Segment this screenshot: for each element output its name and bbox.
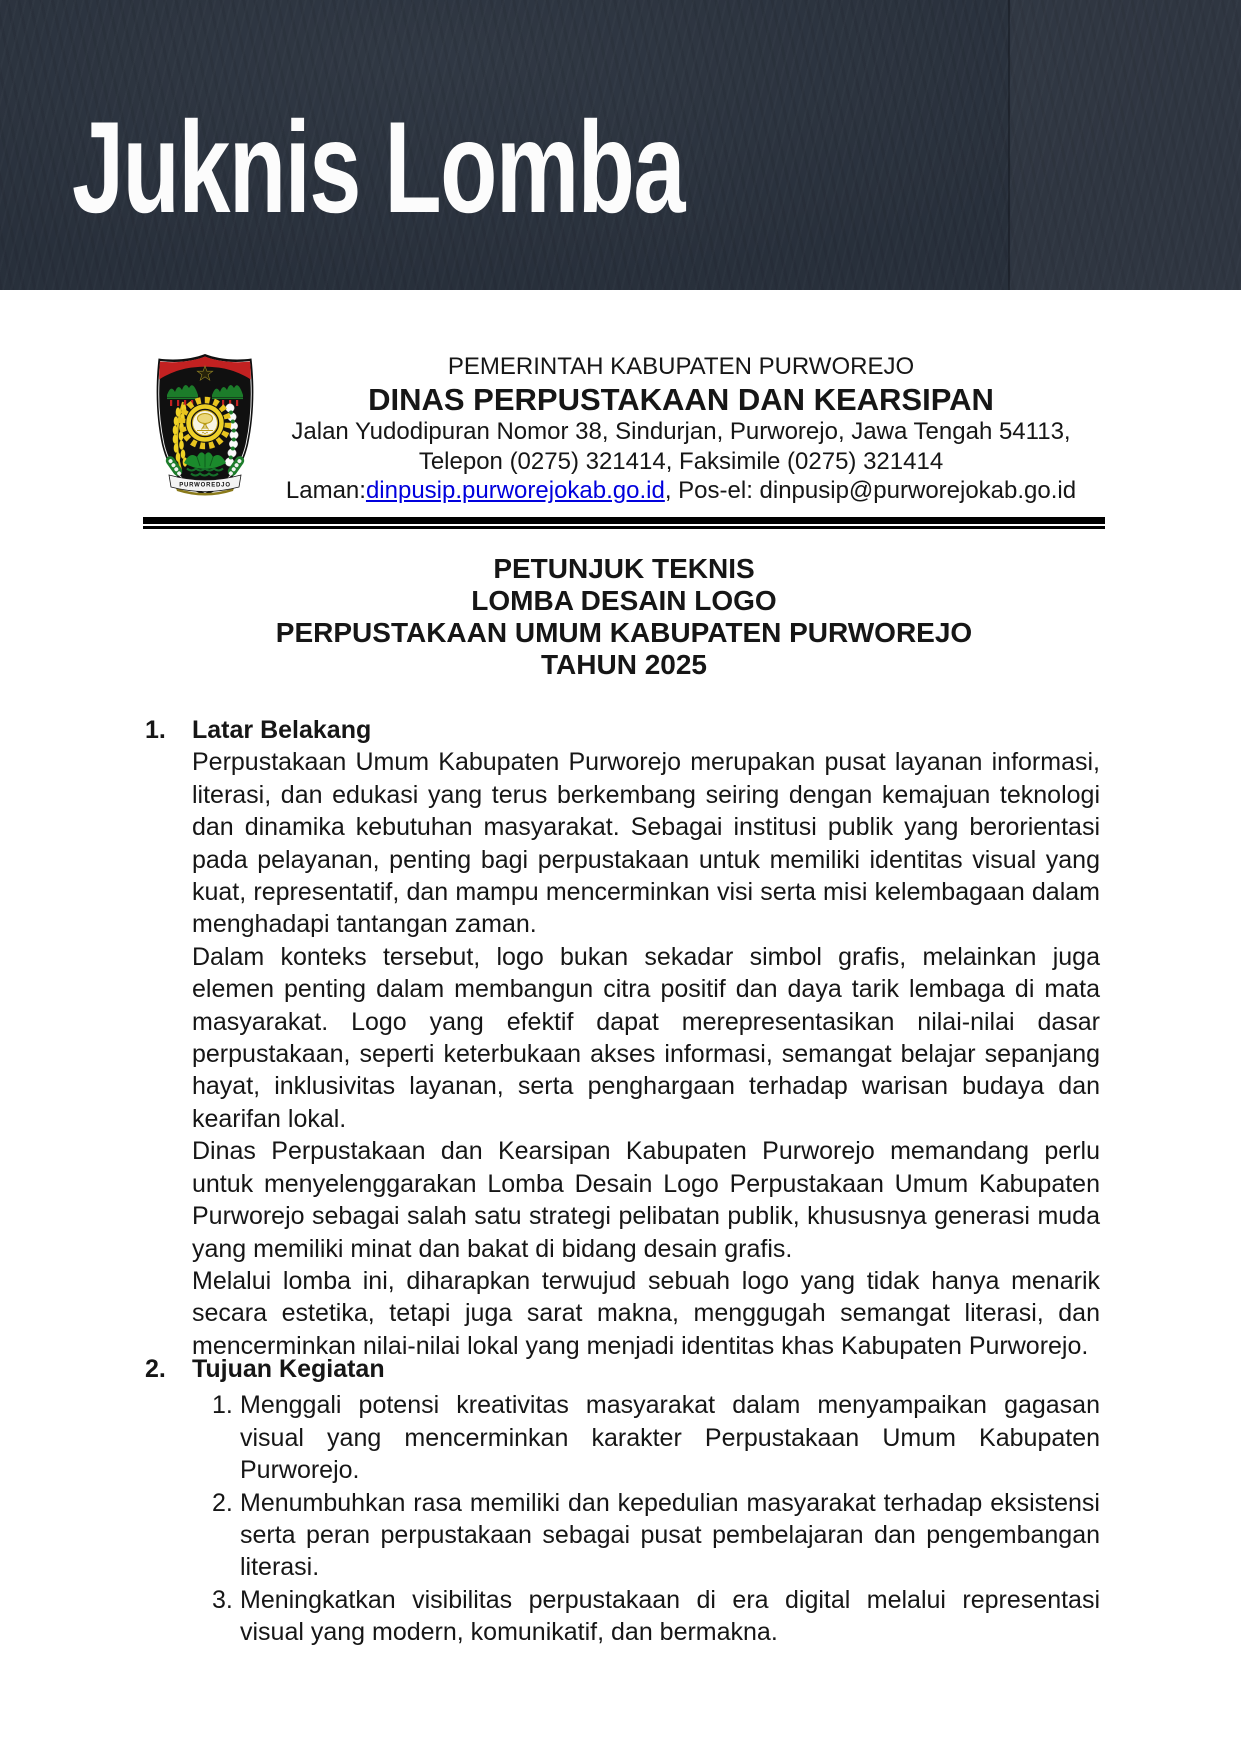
- emblem-ribbon-text: PURWOREDJO: [179, 482, 231, 489]
- letterhead-address-line: Jalan Yudodipuran Nomor 38, Sindurjan, Purworejo, Jawa Tengah 54113,: [291, 418, 1071, 445]
- banner-texture-seam: [1008, 0, 1010, 290]
- list-item-text: Meningkatkan visibilitas perpustakaan di era digital melalui representasi visual yang modern, komunikatif, dan bermakna.: [240, 1585, 1100, 1647]
- paragraph-latar-3: Dinas Perpustakaan dan Kearsipan Kabupaten Purworejo memandang perlu untuk menyelenggarakan Lomba Desain Logo Perpustakaan Umum Kabupaten Purworejo sebagai salah satu strategi pelibatan publik, khususnya generasi muda yang memiliki minat dan bakat di bidang desain grafis.: [192, 1137, 1100, 1263]
- list-item: [212, 1584, 1100, 1649]
- list-item-text: Menggali potensi kreativitas masyarakat dalam menyampaikan gagasan visual yang mencerminkan karakter Perpustakaan Umum Kabupaten Purworejo.: [240, 1391, 1100, 1485]
- list-item-number: 2.: [212, 1488, 233, 1517]
- section-heading: Tujuan Kegiatan: [192, 1355, 385, 1383]
- section-tujuan-kegiatan: [145, 1353, 1100, 1649]
- doc-title-line-1: PETUNJUK TEKNIS: [493, 553, 755, 584]
- section-number: 2.: [145, 1355, 166, 1383]
- section-heading: Latar Belakang: [192, 716, 372, 744]
- list-item-number: 3.: [212, 1585, 233, 1614]
- letterhead-web-email-line: [281, 476, 1081, 506]
- letterhead-rule-thin: [143, 526, 1105, 529]
- purworejo-regency-emblem: [150, 352, 260, 497]
- doc-title-line-2: LOMBA DESAIN LOGO: [471, 585, 777, 616]
- letterhead-government-line: PEMERINTAH KABUPATEN PURWOREJO: [447, 353, 915, 380]
- letterhead-agency-name: DINAS PERPUSTAKAAN DAN KEARSIPAN: [368, 382, 994, 417]
- banner-title: Juknis Lomba: [72, 94, 685, 240]
- paragraph-latar-2: Dalam konteks tersebut, logo bukan sekadar simbol grafis, melainkan juga elemen penting dalam membangun citra positif dan daya tarik lembaga di mata masyarakat. Logo yang efektif dapat merepresentasikan nilai-nilai dasar perpustakaan, seperti keterbukaan akses informasi, semangat belajar sepanjang hayat, inklusivitas layanan, serta penghargaan terhadap warisan budaya dan kearifan lokal.: [192, 942, 1100, 1133]
- document-title-block: [143, 553, 1105, 681]
- email-text: , Pos-el: dinpusip@purworejokab.go.id: [664, 477, 1077, 504]
- list-item: [212, 1389, 1100, 1486]
- letterhead-phone-line: Telepon (0275) 321414, Faksimile (0275) 321414: [418, 448, 944, 475]
- section-body: [192, 746, 1100, 1362]
- section-heading-row: [145, 1353, 1100, 1385]
- list-item-text: Menumbuhkan rasa memiliki dan kepedulian masyarakat terhadap eksistensi serta peran perpustakaan sebagai pusat pembelajaran dan pengembangan literasi.: [240, 1488, 1100, 1582]
- paragraph-latar-4: Melalui lomba ini, diharapkan terwujud sebuah logo yang tidak hanya menarik secara estetika, tetapi juga sarat makna, menggugah semangat literasi, dan mencerminkan nilai-nilai lokal yang menjadi identitas khas Kabupaten Purworejo.: [192, 1266, 1100, 1360]
- doc-title-line-3: PERPUSTAKAAN UMUM KABUPATEN PURWOREJO: [275, 617, 973, 648]
- list-item: [212, 1487, 1100, 1584]
- section-number: 1.: [145, 716, 166, 744]
- doc-title-line-4: TAHUN 2025: [541, 649, 707, 680]
- section-heading-row: [145, 714, 1100, 746]
- cover-banner: [0, 0, 1241, 290]
- website-link[interactable]: dinpusip.purworejokab.go.id: [365, 477, 665, 504]
- website-label: Laman:: [285, 477, 366, 504]
- numbered-list: [212, 1389, 1100, 1648]
- paragraph-latar-1: Perpustakaan Umum Kabupaten Purworejo merupakan pusat layanan informasi, literasi, dan edukasi yang terus berkembang seiring dengan kemajuan teknologi dan dinamika kebutuhan masyarakat. Sebagai institusi publik yang berorientasi pada pelayanan, penting bagi perpustakaan untuk memiliki identitas visual yang kuat, representatif, dan mampu mencerminkan visi serta misi kelembagaan dalam menghadapi tantangan zaman.: [192, 748, 1100, 939]
- list-item-number: 1.: [212, 1391, 233, 1420]
- section-latar-belakang: [145, 714, 1100, 1362]
- letterhead-rule-thick: [143, 517, 1105, 524]
